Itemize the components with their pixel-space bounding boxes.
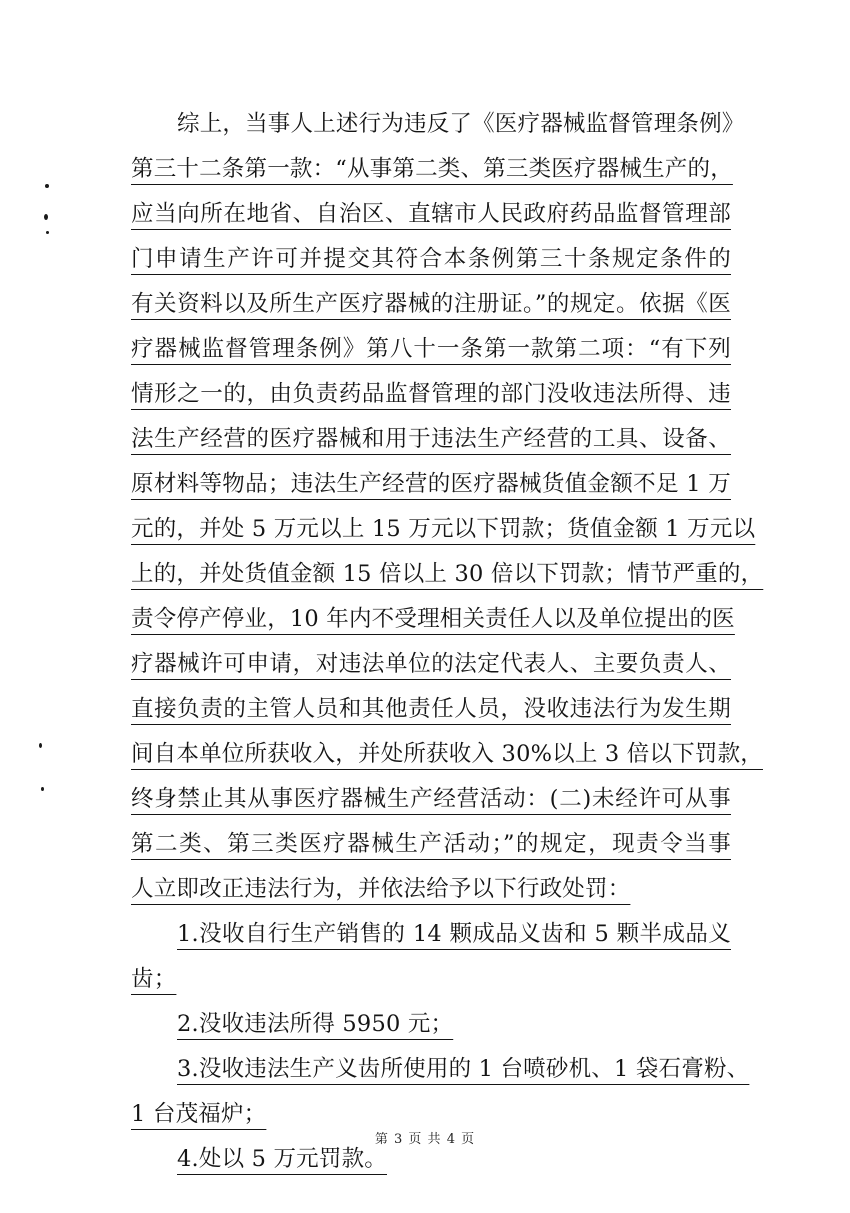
paragraph-line: 情形之一的，由负责药品监督管理的部门没收违法所得、违: [131, 381, 731, 407]
paragraph-line: 有关资料以及所生产医疗器械的注册证。”的规定。依据《医: [131, 291, 731, 317]
paragraph-line: 上的，并处货值金额 15 倍以上 30 倍以下罚款；情节严重的，: [131, 561, 764, 587]
paragraph-line: 门申请生产许可并提交其符合本条例第三十条规定条件的: [131, 246, 731, 272]
document-body: [131, 102, 764, 1182]
penalty-item-1-continued: 齿；: [131, 966, 177, 992]
paragraph-line: 综上，当事人上述行为违反了《医疗器械监督管理条例》: [177, 111, 745, 137]
scan-speck: [39, 743, 42, 748]
page-number-footer: 第 3 页 共 4 页: [374, 1132, 476, 1147]
paragraph-line: 责令停产停业，10 年内不受理相关责任人以及单位提出的医: [131, 606, 735, 632]
paragraph-line: 原材料等物品；违法生产经营的医疗器械货值金额不足 1 万: [131, 471, 731, 497]
paragraph-line: 人立即改正违法行为，并依法给予以下行政处罚：: [131, 876, 631, 902]
paragraph-line: 间自本单位所获收入，并处所获收入 30%以上 3 倍以下罚款，: [131, 741, 763, 767]
paragraph-line: 第二类、第三类医疗器械生产活动；”的规定，现责令当事: [131, 831, 731, 857]
penalty-item-3: 3.没收违法生产义齿所使用的 1 台喷砂机、1 袋石膏粉、: [177, 1056, 750, 1082]
paragraph-line: 终身禁止其从事医疗器械生产经营活动：(二)未经许可从事: [131, 786, 731, 812]
scan-speck: [45, 184, 49, 188]
paragraph-line: 元的，并处 5 万元以上 15 万元以下罚款；货值金额 1 万元以: [131, 516, 756, 542]
paragraph-line: 法生产经营的医疗器械和用于违法生产经营的工具、设备、: [131, 426, 731, 452]
paragraph-line: 疗器械许可申请，对违法单位的法定代表人、主要负责人、: [131, 651, 731, 677]
scan-speck: [41, 787, 44, 791]
scan-speck: [44, 214, 48, 220]
paragraph-line: 应当向所在地省、自治区、直辖市人民政府药品监督管理部: [131, 201, 731, 227]
paragraph-line: 直接负责的主管人员和其他责任人员，没收违法行为发生期: [131, 696, 731, 722]
penalty-item-4: 4.处以 5 万元罚款。: [177, 1146, 387, 1172]
penalty-item-1: 1.没收自行生产销售的 14 颗成品义齿和 5 颗半成品义: [177, 921, 731, 947]
penalty-item-3-continued: 1 台茂福炉；: [131, 1101, 267, 1127]
paragraph-line: 疗器械监督管理条例》第八十一条第一款第二项：“有下列: [131, 336, 731, 362]
paragraph-line: 第三十二条第一款：“从事第二类、第三类医疗器械生产的，: [131, 156, 733, 182]
scan-speck: [46, 231, 49, 234]
penalty-item-2: 2.没收违法所得 5950 元；: [177, 1011, 454, 1037]
